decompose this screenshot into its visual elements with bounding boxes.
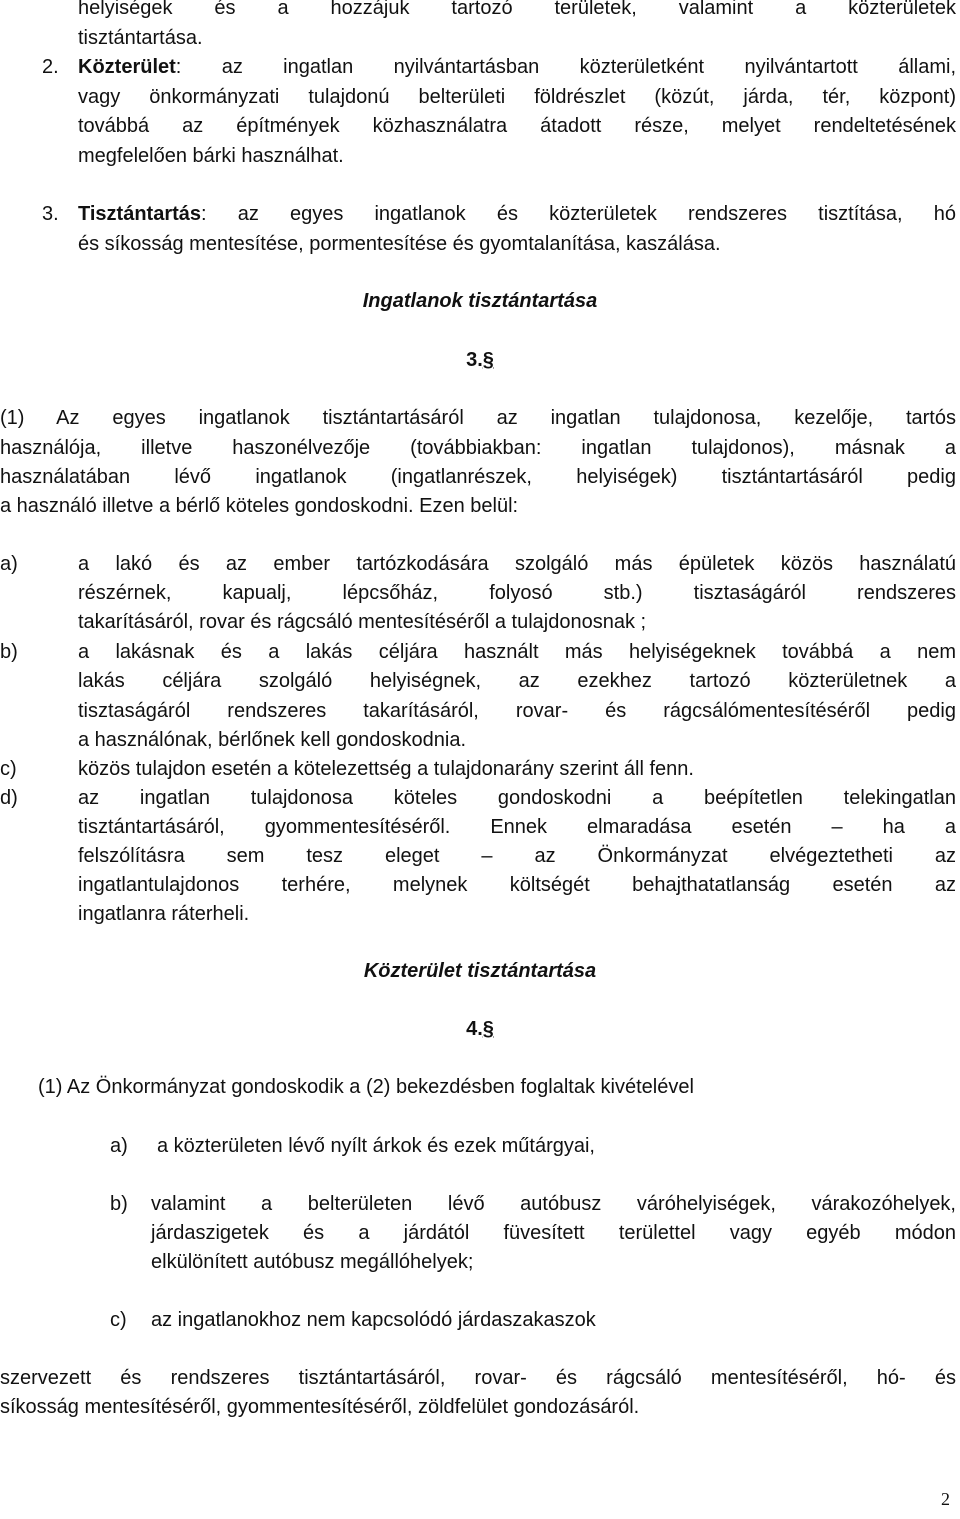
item-a-line-1: a lakó és az ember tartózkodására szolgáló más épületek közös használatú (78, 553, 956, 575)
section-3-para-line-1: (1) Az egyes ingatlanok tisztántartásáról az ingatlan tulajdonosa, kezelője, tartós (0, 407, 956, 429)
item-2-line-1-text: : az ingatlan nyilvántartásban közterületként nyilvántartott állami, (175, 56, 956, 78)
item-d-marker: d) (0, 787, 18, 809)
section-4-number (0, 1015, 960, 1045)
item-3-line-1 (78, 200, 956, 230)
item-a-line-2: részérnek, kapualj, lépcsőház, folyosó stb.) tisztaságáról rendszeres (78, 582, 956, 604)
section-3-number-text: 3. (466, 349, 483, 371)
section-3-para-line-4: a használó illetve a bérlő köteles gondoskodni. Ezen belül: (0, 495, 519, 517)
item-4a-marker: a) (110, 1135, 128, 1157)
section-3-number (0, 346, 960, 376)
section-4-symbol: § (482, 1018, 494, 1040)
item-2-line-3: továbbá az építmények közhasználatra átadott része, melyet rendeltetésének (78, 115, 956, 137)
section-4-para-1: (1) Az Önkormányzat gondoskodik a (2) bekezdésben foglaltak kivételével (38, 1076, 694, 1098)
item-3-line-2: és síkosság mentesítése, pormentesítése és gyomtalanítása, kaszálása. (78, 233, 721, 255)
term-tisztantartas: Tisztántartás (78, 203, 202, 225)
item-4c-line-1: az ingatlanokhoz nem kapcsolódó járdaszakaszok (151, 1309, 596, 1331)
item-4c-marker: c) (110, 1309, 127, 1331)
item-2-line-2: vagy önkormányzati tulajdonú belterületi földrészlet (közút, járda, tér, központ) (78, 86, 956, 108)
item-2-line-1 (78, 53, 956, 83)
item-3-marker: 3. (42, 203, 59, 225)
section-4-heading: Közterület tisztántartása (363, 960, 597, 982)
section-3-para-line-3: használatában lévő ingatlanok (ingatlanrészek, helyiségek) tisztántartásáról pedig (0, 466, 956, 488)
item-b-line-2: lakás céljára szolgáló helyiségnek, az ezekhez tartozó közterületnek a (78, 670, 956, 692)
item-4b-line-2: járdaszigetek és a járdától füvesített területtel vagy egyéb módon (151, 1222, 956, 1244)
item-4b-line-3: elkülönített autóbusz megállóhelyek; (151, 1251, 474, 1273)
term-kozterulet: Közterület (78, 56, 176, 78)
item-d-line-2: tisztántartásáról, gyommentesítéséről. Ennek elmaradása esetén – ha a (78, 816, 956, 838)
item-b-line-1: a lakásnak és a lakás céljára használt más helyiségeknek továbbá a nem (78, 641, 956, 663)
page-number: 2 (941, 1489, 950, 1509)
item-d-line-3: felszólításra sem tesz eleget – az Önkormányzat elvégeztetheti az (78, 845, 956, 867)
item-2-marker: 2. (42, 56, 59, 78)
section-4-number-text: 4. (466, 1018, 483, 1040)
item-a-line-3: takarításáról, rovar és rágcsáló mentesítéséről a tulajdonosnak ; (78, 611, 647, 633)
item-d-line-1: az ingatlan tulajdonosa köteles gondoskodni a beépítetlen telekingatlan (78, 787, 956, 809)
item-b-line-4: a használónak, bérlőnek kell gondoskodnia. (78, 729, 467, 751)
item-4b-marker: b) (110, 1193, 128, 1215)
section-3-heading: Ingatlanok tisztántartása (362, 290, 598, 312)
continuation-line-2: tisztántartása. (78, 27, 203, 49)
section-3-symbol: § (482, 349, 494, 371)
item-4a-line-1: a közterületen lévő nyílt árkok és ezek műtárgyai, (157, 1135, 595, 1157)
closing-line-1: szervezett és rendszeres tisztántartásáról, rovar- és rágcsáló mentesítéséről, hó- és (0, 1367, 956, 1389)
section-3-para-line-2: használója, illetve haszonélvezője (továbbiakban: ingatlan tulajdonos), másnak a (0, 437, 956, 459)
item-b-marker: b) (0, 641, 18, 663)
closing-line-2: síkosság mentesítéséről, gyommentesítéséről, zöldfelület gondozásáról. (0, 1396, 640, 1418)
item-c-marker: c) (0, 758, 17, 780)
item-d-line-4: ingatlantulajdonos terhére, melynek költségét behajthatatlanság esetén az (78, 874, 956, 896)
item-3-line-1-text: : az egyes ingatlanok és közterületek rendszeres tisztítása, hó (201, 203, 956, 225)
item-4b-line-1: valamint a belterületen lévő autóbusz váróhelyiségek, várakozóhelyek, (151, 1193, 956, 1215)
item-c-line-1: közös tulajdon esetén a kötelezettség a tulajdonarány szerint áll fenn. (78, 758, 694, 780)
item-2-line-4: megfelelően bárki használhat. (78, 145, 344, 167)
continuation-line-1: helyiségek és a hozzájuk tartozó területek, valamint a közterületek (78, 0, 956, 19)
item-b-line-3: tisztaságáról rendszeres takarításáról, rovar- és rágcsálómentesítéséről pedig (78, 700, 956, 722)
item-d-line-5: ingatlanra ráterheli. (78, 903, 250, 925)
item-a-marker: a) (0, 553, 18, 575)
